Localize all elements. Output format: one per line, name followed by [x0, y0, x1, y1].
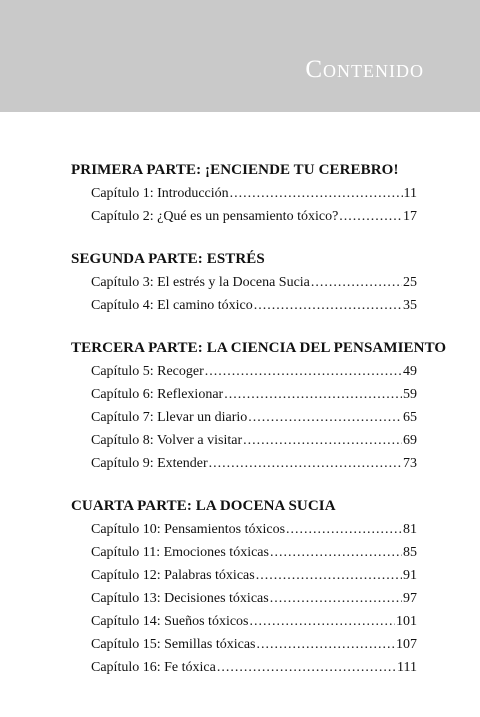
chapter-label: Capítulo 1: Introducción [91, 186, 229, 201]
toc-entry [71, 656, 417, 679]
table-of-contents [71, 158, 447, 698]
page-title: Contenido [305, 56, 424, 83]
dot-leader [224, 383, 402, 406]
page-number: 81 [403, 522, 417, 537]
dot-leader [243, 429, 402, 452]
dot-leader [286, 518, 402, 541]
toc-entry [71, 406, 417, 429]
chapter-label: Capítulo 16: Fe tóxica [91, 660, 216, 675]
page-number: 107 [396, 637, 417, 652]
chapter-label: Capítulo 3: El estrés y la Docena Sucia [91, 275, 310, 290]
dot-leader [248, 406, 402, 429]
header-band [0, 0, 480, 112]
toc-entry [71, 383, 417, 406]
page-number: 11 [403, 186, 417, 201]
dot-leader [311, 271, 402, 294]
toc-part [71, 494, 417, 679]
page-number: 101 [396, 614, 417, 629]
chapter-label: Capítulo 5: Recoger [91, 364, 204, 379]
chapter-label: Capítulo 9: Extender [91, 456, 208, 471]
chapter-label: Capítulo 2: ¿Qué es un pensamiento tóxico? [91, 209, 339, 224]
page-number: 65 [403, 410, 417, 425]
dot-leader [217, 656, 396, 679]
chapter-label: Capítulo 14: Sueños tóxicos [91, 614, 249, 629]
page-number: 49 [403, 364, 417, 379]
toc-entry [71, 633, 417, 656]
dot-leader [339, 205, 402, 228]
chapter-label: Capítulo 8: Volver a visitar [91, 433, 243, 448]
toc-entry [71, 452, 417, 475]
chapter-label: Capítulo 15: Semillas tóxicas [91, 637, 256, 652]
toc-entry [71, 294, 417, 317]
page-number: 59 [403, 387, 417, 402]
page-number: 25 [403, 275, 417, 290]
dot-leader [256, 564, 402, 587]
page-number: 97 [403, 591, 417, 606]
page-number: 85 [403, 545, 417, 560]
dot-leader [254, 294, 402, 317]
chapter-label: Capítulo 4: El camino tóxico [91, 298, 253, 313]
toc-entry [71, 518, 417, 541]
chapter-label: Capítulo 13: Decisiones tóxicas [91, 591, 269, 606]
chapter-label: Capítulo 10: Pensamientos tóxicos [91, 522, 286, 537]
chapter-label: Capítulo 11: Emociones tóxicas [91, 545, 269, 560]
part-title: SEGUNDA PARTE: ESTRÉS [71, 251, 265, 267]
toc-entry [71, 587, 417, 610]
dot-leader [209, 452, 402, 475]
dot-leader [205, 360, 402, 383]
dot-leader [250, 610, 396, 633]
page-number: 69 [403, 433, 417, 448]
toc-entry [71, 205, 417, 228]
chapter-label: Capítulo 7: Llevar un diario [91, 410, 248, 425]
part-title: CUARTA PARTE: LA DOCENA SUCIA [71, 498, 336, 514]
toc-entry [71, 564, 417, 587]
toc-entry [71, 271, 417, 294]
page-number: 91 [403, 568, 417, 583]
chapter-label: Capítulo 12: Palabras tóxicas [91, 568, 255, 583]
part-title: PRIMERA PARTE: ¡ENCIENDE TU CEREBRO! [71, 162, 399, 178]
page-number: 35 [403, 298, 417, 313]
dot-leader [257, 633, 396, 656]
toc-part [71, 247, 417, 317]
dot-leader [270, 541, 402, 564]
page-number: 111 [397, 660, 417, 675]
toc-entry [71, 360, 417, 383]
chapter-label: Capítulo 6: Reflexionar [91, 387, 224, 402]
page-number: 17 [403, 209, 417, 224]
part-title: TERCERA PARTE: LA CIENCIA DEL PENSAMIENTO [71, 340, 447, 356]
toc-part [71, 158, 417, 228]
page-number: 73 [403, 456, 417, 471]
toc-part [71, 336, 447, 475]
dot-leader [230, 182, 403, 205]
toc-entry [71, 182, 417, 205]
dot-leader [270, 587, 402, 610]
toc-entry [71, 541, 417, 564]
toc-entry [71, 429, 417, 452]
toc-entry [71, 610, 417, 633]
